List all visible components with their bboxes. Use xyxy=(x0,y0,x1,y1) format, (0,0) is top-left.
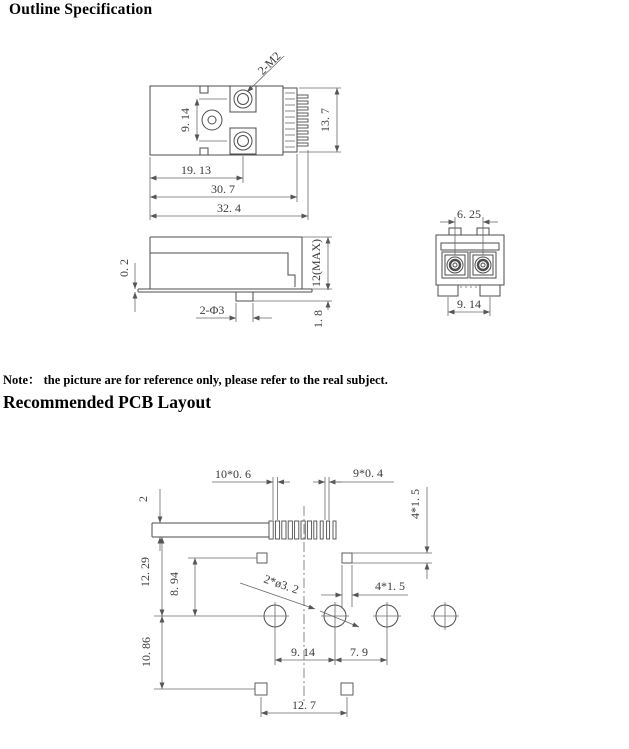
dim-pitch-horizontal: 4*1. 5 xyxy=(375,579,405,593)
dim-post-height: 1. 8 xyxy=(311,310,325,328)
side-view xyxy=(117,237,332,328)
dim-base-thickness: 0. 2 xyxy=(117,259,131,277)
dim-hole-label: 2*ø3. 2 xyxy=(262,571,301,597)
dim-pads-right: 9*0. 4 xyxy=(353,466,383,480)
dim-19-13: 19. 13 xyxy=(181,163,211,177)
pcb-layout xyxy=(136,466,459,717)
top-view xyxy=(150,49,341,220)
dim-port-spacing: 6. 25 xyxy=(457,207,481,221)
outline-specification-drawing xyxy=(0,40,629,340)
dim-hole-spacing-a: 9. 14 xyxy=(291,645,315,659)
dim-pitch-vertical: 4*1. 5 xyxy=(408,489,422,519)
dim-thread: 2-M2 xyxy=(254,48,284,78)
reference-note: Note： the picture are for reference only, please refer to the real subject. xyxy=(3,373,388,387)
dim-band-height: 2 xyxy=(136,496,150,502)
pcb-layout-drawing xyxy=(0,440,629,740)
drill-holes xyxy=(261,602,459,630)
dim-foot-spacing: 9. 14 xyxy=(457,297,481,311)
dim-boss-spacing: 9. 14 xyxy=(178,108,192,132)
connector-pins xyxy=(297,95,308,146)
dim-post-label: 2-Φ3 xyxy=(199,303,225,317)
dim-30-7: 30. 7 xyxy=(211,182,235,196)
dim-inner: 8. 94 xyxy=(167,572,181,596)
end-view xyxy=(436,207,504,316)
section-title-outline: Outline Specification xyxy=(9,1,153,18)
connector-comb xyxy=(285,93,295,147)
section-title-pcb: Recommended PCB Layout xyxy=(3,392,212,412)
dim-bottom: 12. 7 xyxy=(292,698,316,712)
dim-pads-left: 10*0. 6 xyxy=(215,467,251,481)
dim-left-lower: 10. 86 xyxy=(139,637,153,667)
dim-height-max: 12(MAX) xyxy=(309,239,323,287)
dim-left-upper: 12. 29 xyxy=(138,557,152,587)
dim-32-4: 32. 4 xyxy=(217,201,241,215)
pad-row xyxy=(269,521,336,539)
dim-connector-height: 13. 7 xyxy=(318,108,332,132)
dim-hole-spacing-b: 7. 9 xyxy=(350,645,368,659)
